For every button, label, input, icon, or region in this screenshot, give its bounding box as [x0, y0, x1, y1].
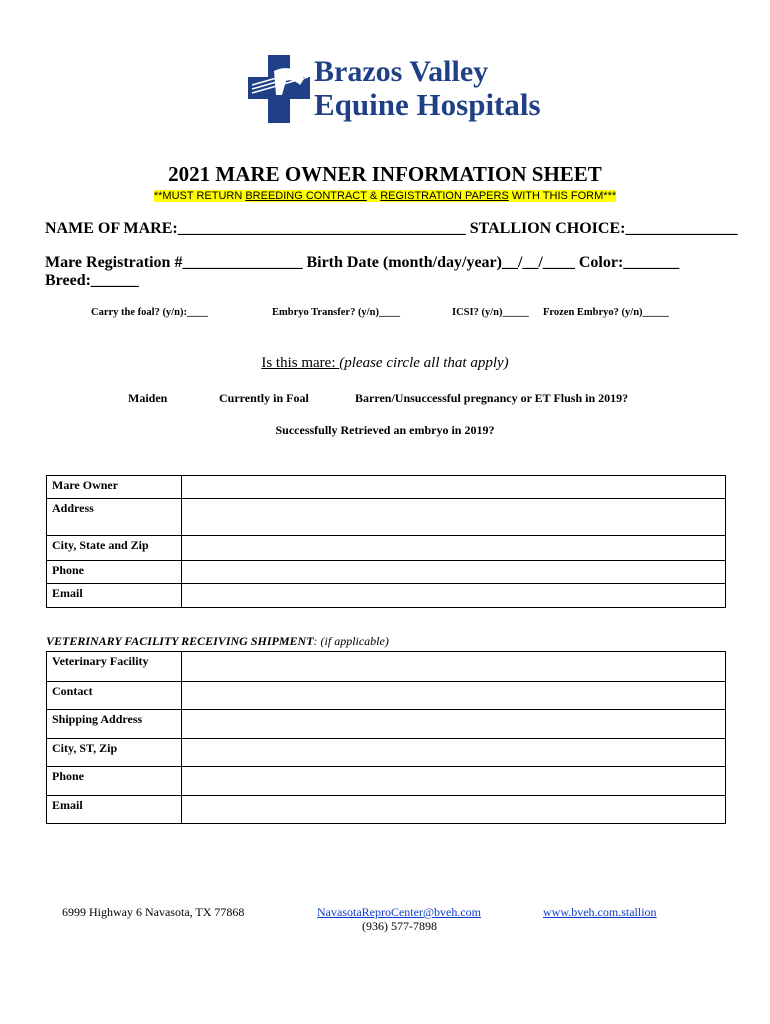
registration-birthdate-row: Mare Registration #_______________ Birth Date (month/day/year)__/__/____ Color:_______ [45, 254, 680, 271]
footer-website-link[interactable]: www.bveh.com.stallion [543, 905, 657, 919]
owner-input[interactable] [182, 476, 726, 499]
vet-facility-label: Veterinary Facility [47, 652, 182, 682]
footer-address: 6999 Highway 6 Navasota, TX 77868 [62, 905, 245, 919]
table-row [47, 767, 726, 796]
vet-phone-input[interactable] [182, 767, 726, 796]
name-stallion-row: NAME OF MARE:____________________________________ STALLION CHOICE:______________ [45, 220, 738, 237]
table-row [47, 561, 726, 584]
table-row [47, 796, 726, 824]
vet-section-heading: VETERINARY FACILITY RECEIVING SHIPMENT: (if applicable) [46, 634, 389, 648]
breed-row: Breed:______ [45, 272, 139, 289]
city-st-zip-input[interactable] [182, 739, 726, 767]
footer-phone: (936) 577-7898 [362, 919, 437, 933]
vet-email-label: Email [47, 796, 182, 824]
city-state-zip-input[interactable] [182, 536, 726, 561]
vet-email-input[interactable] [182, 796, 726, 824]
logo [246, 55, 541, 127]
address-input[interactable] [182, 499, 726, 536]
phone-input[interactable] [182, 561, 726, 584]
contact-label: Contact [47, 682, 182, 710]
phone-label: Phone [47, 561, 182, 584]
table-row [47, 739, 726, 767]
frozen-embryo-field: Frozen Embryo? (y/n)_____ [543, 307, 669, 318]
option-currently-in-foal[interactable]: Currently in Foal [219, 391, 309, 405]
shipping-address-label: Shipping Address [47, 710, 182, 739]
table-row [47, 682, 726, 710]
shipping-address-input[interactable] [182, 710, 726, 739]
table-row [47, 476, 726, 499]
table-row [47, 652, 726, 682]
must-return-notice: **MUST RETURN BREEDING CONTRACT & REGISTRATION PAPERS WITH THIS FORM*** [153, 190, 617, 202]
logo-line-1: Brazos Valley [314, 55, 489, 88]
mare-status-heading: Is this mare: (please circle all that apply) [261, 355, 509, 371]
owner-label: Mare Owner [47, 476, 182, 499]
contact-input[interactable] [182, 682, 726, 710]
table-row [47, 584, 726, 608]
owner-info-table [46, 475, 726, 608]
table-row [47, 710, 726, 739]
icsi-field: ICSI? (y/n)_____ [452, 307, 529, 318]
address-label: Address [47, 499, 182, 536]
vet-facility-table [46, 651, 726, 824]
city-st-zip-label: City, ST, Zip [47, 739, 182, 767]
city-state-zip-label: City, State and Zip [47, 536, 182, 561]
email-input[interactable] [182, 584, 726, 608]
footer-email-link[interactable]: NavasotaReproCenter@bveh.com [317, 905, 481, 919]
option-barren[interactable]: Barren/Unsuccessful pregnancy or ET Flush in 2019? [355, 391, 629, 405]
embryo-transfer-field: Embryo Transfer? (y/n)____ [272, 307, 400, 318]
horse-cross-logo-icon [246, 55, 316, 125]
vet-facility-input[interactable] [182, 652, 726, 682]
option-retrieved-embryo[interactable]: Successfully Retrieved an embryo in 2019? [275, 423, 495, 437]
table-row [47, 536, 726, 561]
carry-foal-field: Carry the foal? (y/n):____ [91, 307, 208, 318]
vet-phone-label: Phone [47, 767, 182, 796]
page-title: 2021 MARE OWNER INFORMATION SHEET [168, 162, 602, 186]
table-row [47, 499, 726, 536]
email-label: Email [47, 584, 182, 608]
logo-line-2: Equine Hospitals [314, 87, 541, 122]
option-maiden[interactable]: Maiden [128, 391, 168, 405]
